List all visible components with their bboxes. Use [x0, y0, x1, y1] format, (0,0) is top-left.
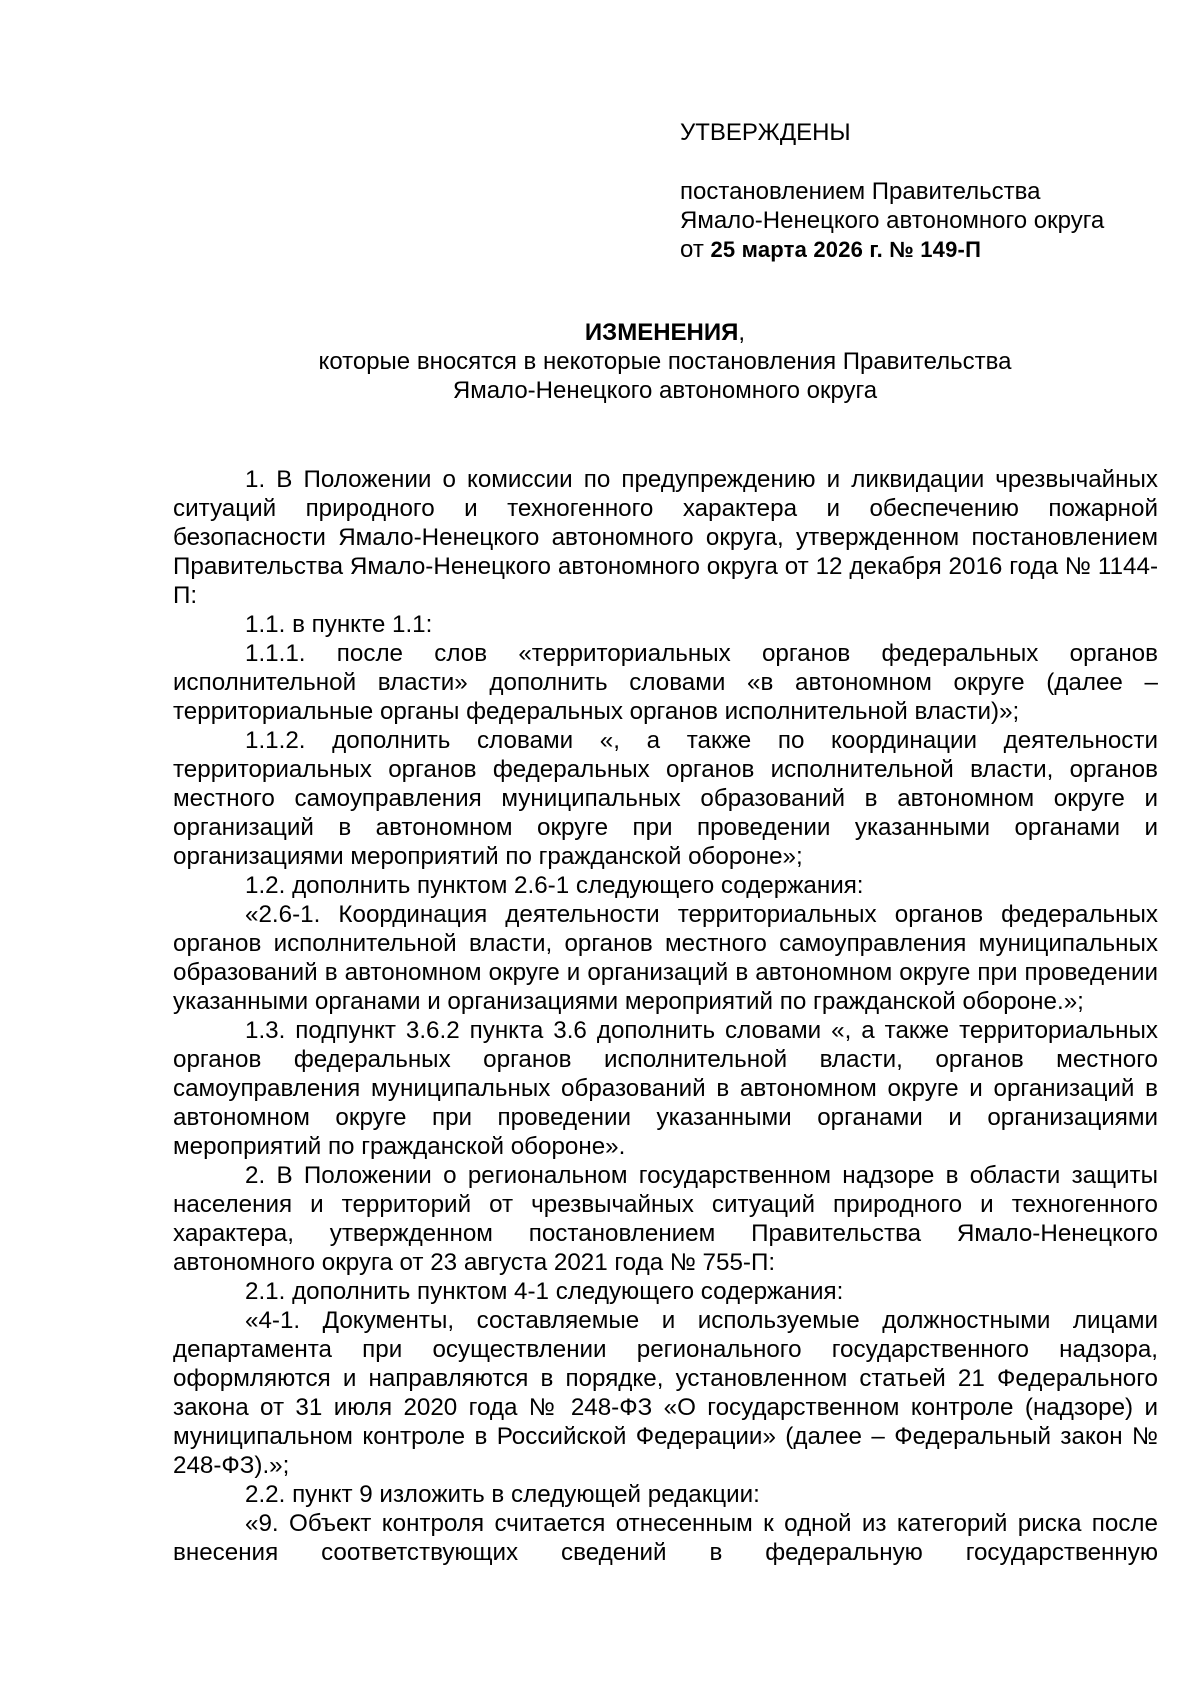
approval-stamp: [680, 118, 1160, 264]
approval-line-1: постановлением Правительства: [680, 178, 1041, 205]
document-body: [173, 465, 1158, 1567]
approval-date-prefix: от: [680, 236, 711, 263]
paragraph-1-1-1: 1.1.1. после слов «территориальных органов федеральных органов исполнительной власти» дополнить словами «в автономном округе (далее – территориальные органы федеральных органов исполнительной власти)»;: [173, 640, 1158, 725]
title-main-line: [0, 318, 1200, 347]
paragraph-2: 2. В Положении о региональном государственном надзоре в области защиты населения и территорий от чрезвычайных ситуаций природного и техногенного характера, утвержденном постановлением Правительства Ямало-Ненецкого автономного округа от 23 августа 2021 года № 755-П:: [173, 1162, 1158, 1276]
paragraph-quote-9: «9. Объект контроля считается отнесенным к одной из категорий риска после внесения соответствующих сведений в федеральную государственную: [173, 1510, 1158, 1566]
paragraph-1-3: 1.3. подпункт 3.6.2 пункта 3.6 дополнить словами «, а также территориальных органов федеральных органов исполнительной власти, органов местного самоуправления муниципальных образований в автономном округе и организаций в автономном округе при проведении указанными органами и организациями мероприятий по гражданской обороне».: [173, 1017, 1158, 1160]
paragraph-1-1: 1.1. в пункте 1.1:: [245, 611, 433, 638]
paragraph-2-2: 2.2. пункт 9 изложить в следующей редакции:: [245, 1481, 760, 1508]
title-main: ИЗМЕНЕНИЯ: [584, 319, 739, 346]
document-title: [0, 318, 1200, 405]
approval-date-value: 25 марта 2026 г. № 149-П: [710, 237, 982, 262]
approval-date-line: [680, 235, 1160, 264]
title-subtitle-2: Ямало-Ненецкого автономного округа: [452, 377, 878, 404]
paragraph-1-2: 1.2. дополнить пунктом 2.6-1 следующего содержания:: [245, 872, 864, 899]
title-subtitle-1: которые вносятся в некоторые постановления Правительства: [318, 348, 1012, 375]
paragraph-quote-2-6-1: «2.6-1. Координация деятельности территориальных органов федеральных органов исполнительной власти, органов местного самоуправления муниципальных образований в автономном округе и организаций в автономном округе при проведении указанными органами и организациями мероприятий по гражданской обороне.»;: [173, 901, 1158, 1015]
approval-line-2: Ямало-Ненецкого автономного округа: [680, 207, 1105, 234]
paragraph-1: 1. В Положении о комиссии по предупреждению и ликвидации чрезвычайных ситуаций природного и техногенного характера и обеспечению пожарной безопасности Ямало-Ненецкого автономного округа, утвержденном постановлением Правительства Ямало-Ненецкого автономного округа от 12 декабря 2016 года № 1144-П:: [173, 466, 1158, 609]
paragraph-quote-4-1: «4-1. Документы, составляемые и используемые должностными лицами департамента при осуществлении регионального государственного надзора, оформляются и направляются в порядке, установленном статьей 21 Федерального закона от 31 июля 2020 года № 248-ФЗ «О государственном контроле (надзоре) и муниципальном контроле в Российской Федерации» (далее – Федеральный закон № 248-ФЗ).»;: [173, 1307, 1158, 1479]
approval-heading: УТВЕРЖДЕНЫ: [680, 119, 851, 146]
title-main-suffix: ,: [738, 319, 746, 346]
paragraph-1-1-2: 1.1.2. дополнить словами «, а также по координации деятельности территориальных органов федеральных органов исполнительной власти, органов местного самоуправления муниципальных образований в автономном округе и организаций в автономном округе при проведении указанными органами и организациями мероприятий по гражданской обороне»;: [173, 727, 1158, 870]
paragraph-2-1: 2.1. дополнить пунктом 4-1 следующего содержания:: [245, 1278, 844, 1305]
